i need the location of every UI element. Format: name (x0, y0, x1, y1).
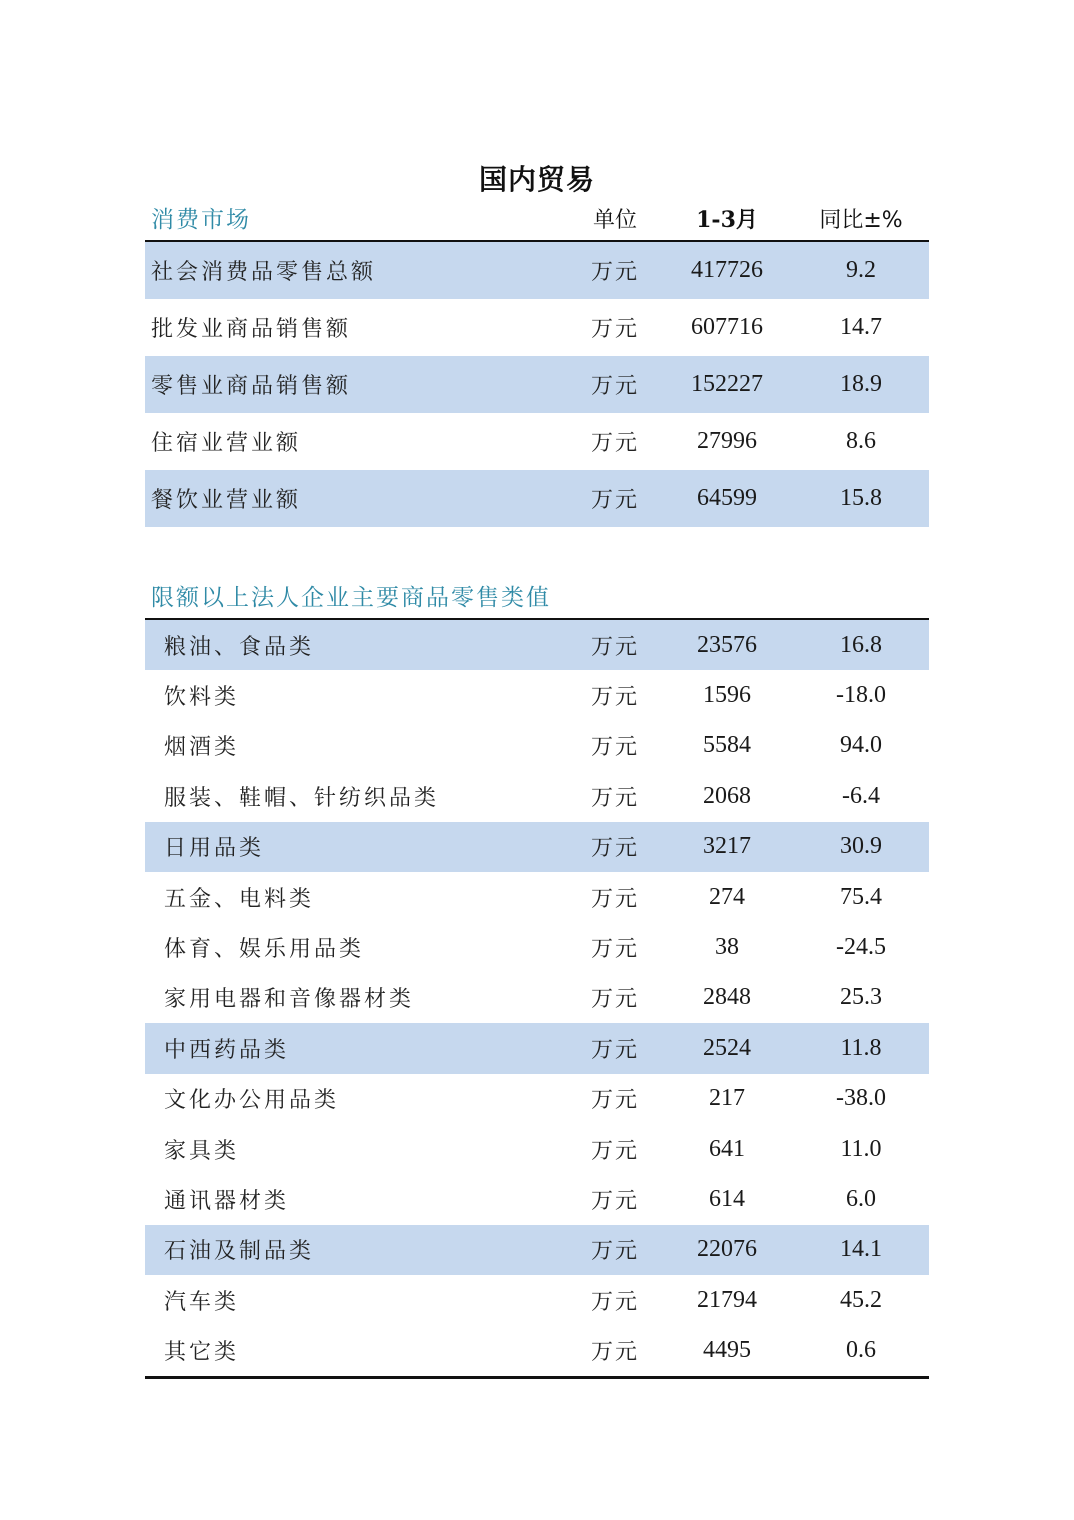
row-yoy: -38.0 (836, 1085, 886, 1112)
row-yoy: 8.6 (846, 428, 876, 454)
retail-categories-title: 限额以上法人企业主要商品零售类值 (151, 585, 551, 611)
table-row (145, 872, 929, 922)
row-yoy: 45.2 (840, 1286, 882, 1313)
row-unit: 万元 (590, 488, 639, 513)
table-row (145, 771, 929, 821)
row-value: 152227 (691, 371, 763, 397)
table-row (145, 822, 929, 872)
page-title: 国内贸易 (478, 163, 595, 196)
retail-categories-table (145, 580, 929, 1379)
row-name: 饮料类 (164, 685, 240, 711)
row-yoy: -24.5 (836, 934, 886, 961)
row-unit: 万元 (590, 886, 639, 912)
row-value: 1596 (703, 682, 751, 709)
consumer-market-title: 消费市场 (151, 207, 251, 233)
row-value: 23576 (697, 631, 757, 658)
row-unit: 万元 (590, 685, 639, 711)
row-yoy: 6.0 (846, 1185, 876, 1212)
consumer-market-table (145, 198, 929, 527)
row-unit: 万元 (590, 634, 639, 660)
row-name: 零售业商品销售额 (151, 374, 352, 399)
table-row (145, 721, 929, 771)
row-unit: 万元 (590, 1239, 639, 1265)
row-value: 4495 (703, 1337, 751, 1364)
consumer-market-rows (145, 242, 929, 527)
row-unit: 万元 (590, 1289, 639, 1315)
table-row (145, 413, 929, 470)
retail-categories-rows (145, 620, 929, 1379)
row-value: 2524 (703, 1034, 751, 1061)
row-yoy: 11.8 (840, 1034, 882, 1061)
retail-categories-header (145, 580, 929, 620)
row-value: 607716 (691, 314, 763, 340)
row-value: 3217 (703, 833, 751, 860)
row-name: 石油及制品类 (164, 1239, 315, 1265)
table-row (145, 1023, 929, 1073)
row-value: 64599 (697, 485, 757, 511)
table-row (145, 922, 929, 972)
row-value: 641 (709, 1135, 745, 1162)
row-unit: 万元 (590, 1138, 639, 1164)
table-row (145, 620, 929, 670)
row-value: 274 (709, 883, 745, 910)
row-unit: 万元 (590, 1088, 639, 1114)
row-yoy: -18.0 (836, 682, 886, 709)
row-yoy: 0.6 (846, 1337, 876, 1364)
row-value: 38 (715, 934, 739, 961)
row-unit: 万元 (590, 431, 639, 456)
row-unit: 万元 (590, 260, 639, 285)
row-yoy: 11.0 (840, 1135, 882, 1162)
row-unit: 万元 (590, 937, 639, 963)
row-value: 2848 (703, 984, 751, 1011)
row-name: 体育、娱乐用品类 (164, 937, 365, 963)
row-yoy: 14.1 (840, 1236, 882, 1263)
row-unit: 万元 (590, 987, 639, 1013)
table-row (145, 470, 929, 527)
table-row (145, 973, 929, 1023)
row-name: 服装、鞋帽、针纺织品类 (164, 785, 440, 811)
table-row (145, 670, 929, 720)
row-name: 家具类 (164, 1138, 240, 1164)
row-yoy: 94.0 (840, 732, 882, 759)
row-unit: 万元 (590, 1340, 639, 1366)
table-row (145, 1174, 929, 1224)
row-unit: 万元 (590, 1188, 639, 1214)
row-value: 21794 (697, 1286, 757, 1313)
table-row (145, 242, 929, 299)
row-yoy: -6.4 (842, 782, 880, 809)
row-name: 文化办公用品类 (164, 1088, 340, 1114)
table-row (145, 1275, 929, 1325)
row-value: 27996 (697, 428, 757, 454)
row-unit: 万元 (590, 317, 639, 342)
row-value: 22076 (697, 1236, 757, 1263)
row-name: 批发业商品销售额 (151, 317, 352, 342)
row-yoy: 9.2 (846, 257, 876, 283)
consumer-market-header (145, 198, 929, 242)
row-name: 粮油、食品类 (164, 634, 315, 660)
table-row (145, 1225, 929, 1275)
table-row (145, 1325, 929, 1375)
row-yoy: 18.9 (840, 371, 882, 397)
row-name: 烟酒类 (164, 735, 240, 761)
row-name: 其它类 (164, 1340, 240, 1366)
unit-column-header: 单位 (592, 208, 637, 233)
row-unit: 万元 (590, 374, 639, 399)
table-row (145, 1074, 929, 1124)
row-yoy: 30.9 (840, 833, 882, 860)
row-yoy: 15.8 (840, 485, 882, 511)
row-value: 217 (709, 1085, 745, 1112)
period-column-header: 1-3月 (696, 207, 758, 233)
row-name: 日用品类 (164, 836, 265, 862)
table-row (145, 299, 929, 356)
row-name: 中西药品类 (164, 1037, 290, 1063)
row-name: 住宿业营业额 (151, 431, 302, 456)
row-name: 家用电器和音像器材类 (164, 987, 415, 1013)
row-unit: 万元 (590, 785, 639, 811)
table-row (145, 1124, 929, 1174)
row-unit: 万元 (590, 735, 639, 761)
row-unit: 万元 (590, 1037, 639, 1063)
row-value: 614 (709, 1185, 745, 1212)
table-row (145, 356, 929, 413)
row-yoy: 25.3 (840, 984, 882, 1011)
row-name: 汽车类 (164, 1289, 240, 1315)
yoy-column-header: 同比±% (819, 208, 903, 233)
row-yoy: 16.8 (840, 631, 882, 658)
row-value: 5584 (703, 732, 751, 759)
row-name: 社会消费品零售总额 (151, 260, 377, 285)
row-name: 餐饮业营业额 (151, 488, 302, 513)
row-unit: 万元 (590, 836, 639, 862)
row-value: 2068 (703, 782, 751, 809)
row-value: 417726 (691, 257, 763, 283)
row-yoy: 75.4 (840, 883, 882, 910)
row-name: 通讯器材类 (164, 1188, 290, 1214)
row-yoy: 14.7 (840, 314, 882, 340)
row-name: 五金、电料类 (164, 886, 315, 912)
